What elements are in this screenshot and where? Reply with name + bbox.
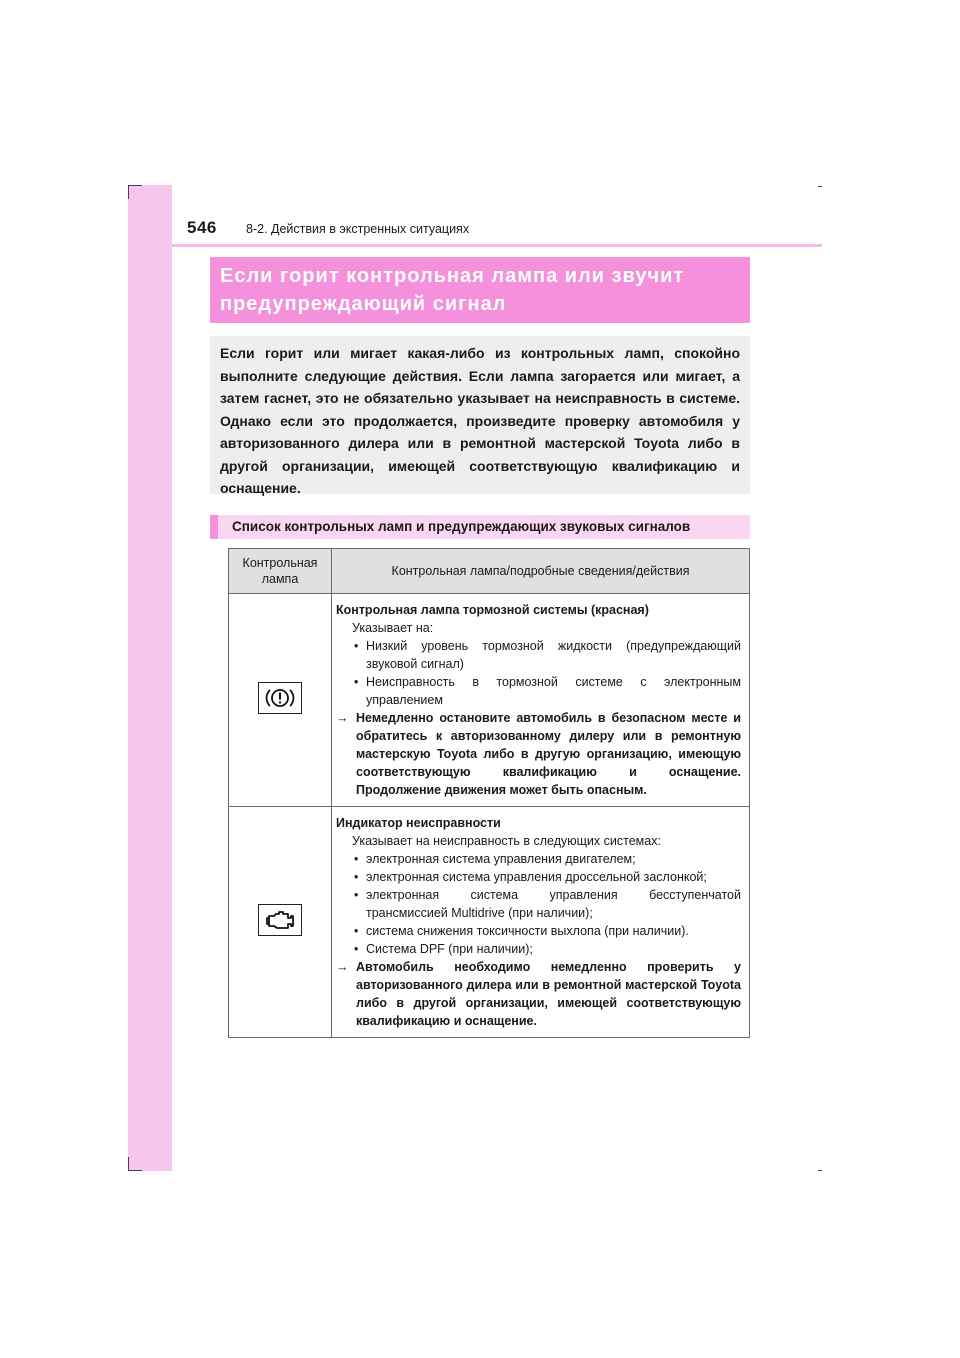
column-header-details: Контрольная лампа/подробные сведения/действия (332, 549, 750, 594)
page-title-banner (210, 257, 750, 323)
side-color-strip (128, 185, 172, 1171)
arrow-right-icon: → (336, 960, 349, 974)
table-row (229, 594, 750, 807)
arrow-right-icon: → (336, 711, 349, 725)
lamp-action-text: Немедленно остановите автомобиль в безопасном месте и обратитесь к авторизованному дилеру или в ремонтную мастерскую Toyota либо в другую организацию, имеющую соответствующую квалификацию и оснащение. Продолжение движения может быть опасным. (356, 711, 741, 797)
header-rule (172, 244, 822, 247)
engine-malfunction-icon (258, 904, 302, 936)
warning-lamp-table (228, 548, 750, 1038)
brake-warning-icon (258, 682, 302, 714)
lamp-description-cell (332, 594, 750, 807)
list-item: • Система DPF (при наличии); (336, 940, 741, 958)
list-item: • система снижения токсичности выхлопа (при наличии). (336, 922, 741, 940)
crop-mark (818, 1170, 822, 1171)
page-title-line-1: Если горит контрольная лампа или звучит (220, 265, 685, 287)
list-item: • электронная система управления дроссельной заслонкой; (336, 868, 741, 886)
lamp-icon-cell (229, 594, 332, 807)
crop-mark (128, 185, 129, 199)
lamp-action-text: Автомобиль необходимо немедленно проверить у авторизованного дилера или в ремонтной мастерской Toyota либо в другой организации, имеющей соответствующую квалификацию и оснащение. (356, 960, 741, 1028)
lamp-indicates: Указывает на: (352, 621, 434, 635)
list-subheading: Список контрольных ламп и предупреждающих звуковых сигналов (210, 515, 750, 539)
lamp-indicates: Указывает на неисправность в следующих системах: (352, 834, 661, 848)
lamp-icon-cell (229, 807, 332, 1038)
lamp-title: Индикатор неисправности (336, 816, 501, 830)
lamp-action (336, 958, 741, 1030)
list-item: • электронная система управления двигателем; (336, 850, 741, 868)
column-header-lamp: Контрольная лампа (229, 549, 332, 594)
section-title: 8-2. Действия в экстренных ситуациях (246, 222, 470, 236)
page-title-line-2: предупреждающий сигнал (220, 293, 507, 315)
lamp-action (336, 709, 741, 799)
intro-paragraph: Если горит или мигает какая-либо из контрольных ламп, спокойно выполните следующие действия. Если лампа загорается или мигает, а затем гаснет, это не обязательно указывает на неисправность в системе. Однако если это продолжается, произведите проверку автомобиля у авторизованного дилера или в ремонтной мастерской Toyota либо в другой организации, имеющей соответствующую квалификацию и оснащение. (210, 336, 750, 494)
list-item: • Низкий уровень тормозной жидкости (предупреждающий звуковой сигнал) (336, 637, 741, 673)
page-number: 546 (187, 218, 217, 237)
lamp-title: Контрольная лампа тормозной системы (красная) (336, 603, 649, 617)
table-row (229, 807, 750, 1038)
crop-mark (818, 186, 822, 187)
crop-mark (128, 1157, 129, 1171)
table-header-row (229, 549, 750, 594)
list-item: • электронная система управления бесступенчатой трансмиссией Multidrive (при наличии); (336, 886, 741, 922)
lamp-description-cell (332, 807, 750, 1038)
crop-mark (128, 185, 142, 186)
list-item: • Неисправность в тормозной системе с электронным управлением (336, 673, 741, 709)
crop-mark (128, 1170, 142, 1171)
